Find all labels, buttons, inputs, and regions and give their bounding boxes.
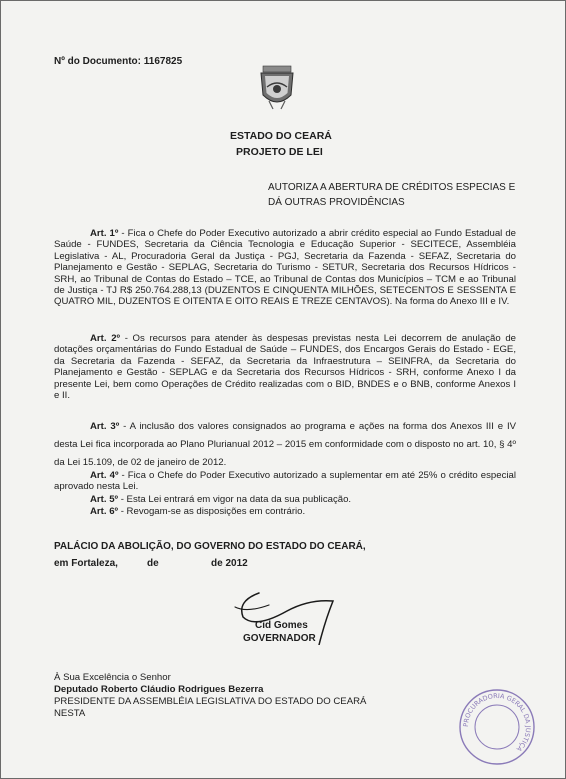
article-label: Art. 3º xyxy=(90,421,120,432)
article-label: Art. 6º xyxy=(90,506,119,517)
date-year-label: de 2012 xyxy=(211,558,248,569)
signer-name: Cid Gomes xyxy=(255,620,308,631)
article-1 xyxy=(54,228,516,308)
article-2 xyxy=(54,333,516,401)
article-text: - Revogam-se as disposições em contrário. xyxy=(118,506,306,517)
article-text: - Fica o Chefe do Poder Executivo autorizado a abrir crédito especial ao Fundo Estadual de Saúde - FUNDES, Secretaria da Ciência Tecnologia e Educação Superior - SECITECE, Assembléia Legislativa - AL, Procuradoria Geral da Justiça - PGJ, Secretaria da Fazenda - SEFAZ, Secretaria do Planejamento e Gestão - SEPLAG, Secretaria do Turismo - SETUR, Secretaria dos Recursos Hídricos - SRH, ao Tribunal de Contas do Estado – TCE, ao Tribunal de Contas dos Municípios – TCM e ao Tribunal de Justiça - TJ R$ 250.764.288,13 (DUZENTOS E CINQUENTA MILHÕES, SETECENTOS E SESSENTA E QUATRO MIL, DUZENTOS E OITENTA E OITO REAIS E TREZE CENTAVOS). Na forma do Anexo III e IV. xyxy=(54,228,516,308)
recipient-location: NESTA xyxy=(54,708,86,719)
document-number: Nº do Documento: 1167825 xyxy=(54,56,183,67)
signer-role: GOVERNADOR xyxy=(243,633,316,644)
article-text: - Os recursos para atender às despesas previstas nesta Lei decorrem de anulação de dotações orçamentárias do Fundo Estadual de Saúde – FUNDES, dos Encargos Gerais do Estado - EGE, da Secretaria da Fazenda - SEFAZ, da Secretaria da Infraestrutura – SEINFRA, da Secretaria do Planejamento e Gestão - SEPLAG e da Secretaria dos Recursos Hídricos - SRH, conforme Anexo I da presente Lei, bem como Operações de Crédito realizadas com o BID, BNDES e o BNB, conforme Anexos I e II. xyxy=(54,333,516,402)
article-4 xyxy=(54,470,516,493)
article-5 xyxy=(90,494,351,505)
state-name: ESTADO DO CEARÁ xyxy=(230,130,332,142)
article-text: - Esta Lei entrará em vigor na data da sua publicação. xyxy=(118,494,352,505)
date-day-label: de xyxy=(147,558,159,569)
article-label: Art. 5º xyxy=(90,494,119,505)
svg-text:PROCURADORIA GERAL DA JUSTIÇA xyxy=(462,692,532,753)
place-line: em Fortaleza, xyxy=(54,558,118,569)
stamp-text: PROCURADORIA GERAL DA JUSTIÇA xyxy=(461,691,533,753)
recipient-name: Deputado Roberto Cláudio Rodrigues Bezerra xyxy=(54,684,264,695)
article-label: Art. 4º xyxy=(90,470,119,481)
receipt-stamp-icon xyxy=(457,687,537,767)
bill-title: PROJETO DE LEI xyxy=(236,146,323,158)
recipient-salutation: À Sua Excelência o Senhor xyxy=(54,672,171,683)
article-label: Art. 1º xyxy=(90,228,119,239)
recipient-title: PRESIDENTE DA ASSEMBLÉIA LEGISLATIVA DO ESTADO DO CEARÁ xyxy=(54,696,367,707)
article-text: - Fica o Chefe do Poder Executivo autorizado a suplementar em até 25% o crédito especial aprovado nesta Lei. xyxy=(54,470,516,493)
article-text: - A inclusão dos valores consignados ao programa e ações na forma dos Anexos III e IV desta Lei fica incorporada ao Plano Plurianual 2012 – 2015 em conformidade com o disposto no art. 10, § 4º da Lei 15.109, de 02 de janeiro de 2012. xyxy=(54,421,517,468)
palace-line: PALÁCIO DA ABOLIÇÃO, DO GOVERNO DO ESTADO DO CEARÁ, xyxy=(54,541,366,552)
article-3 xyxy=(54,418,516,472)
bill-summary: AUTORIZA A ABERTURA DE CRÉDITOS ESPECIAS E DÁ OUTRAS PROVIDÊNCIAS xyxy=(268,182,516,208)
article-label: Art. 2º xyxy=(90,333,121,344)
state-coat-of-arms-icon xyxy=(257,65,297,111)
article-6 xyxy=(90,506,305,517)
